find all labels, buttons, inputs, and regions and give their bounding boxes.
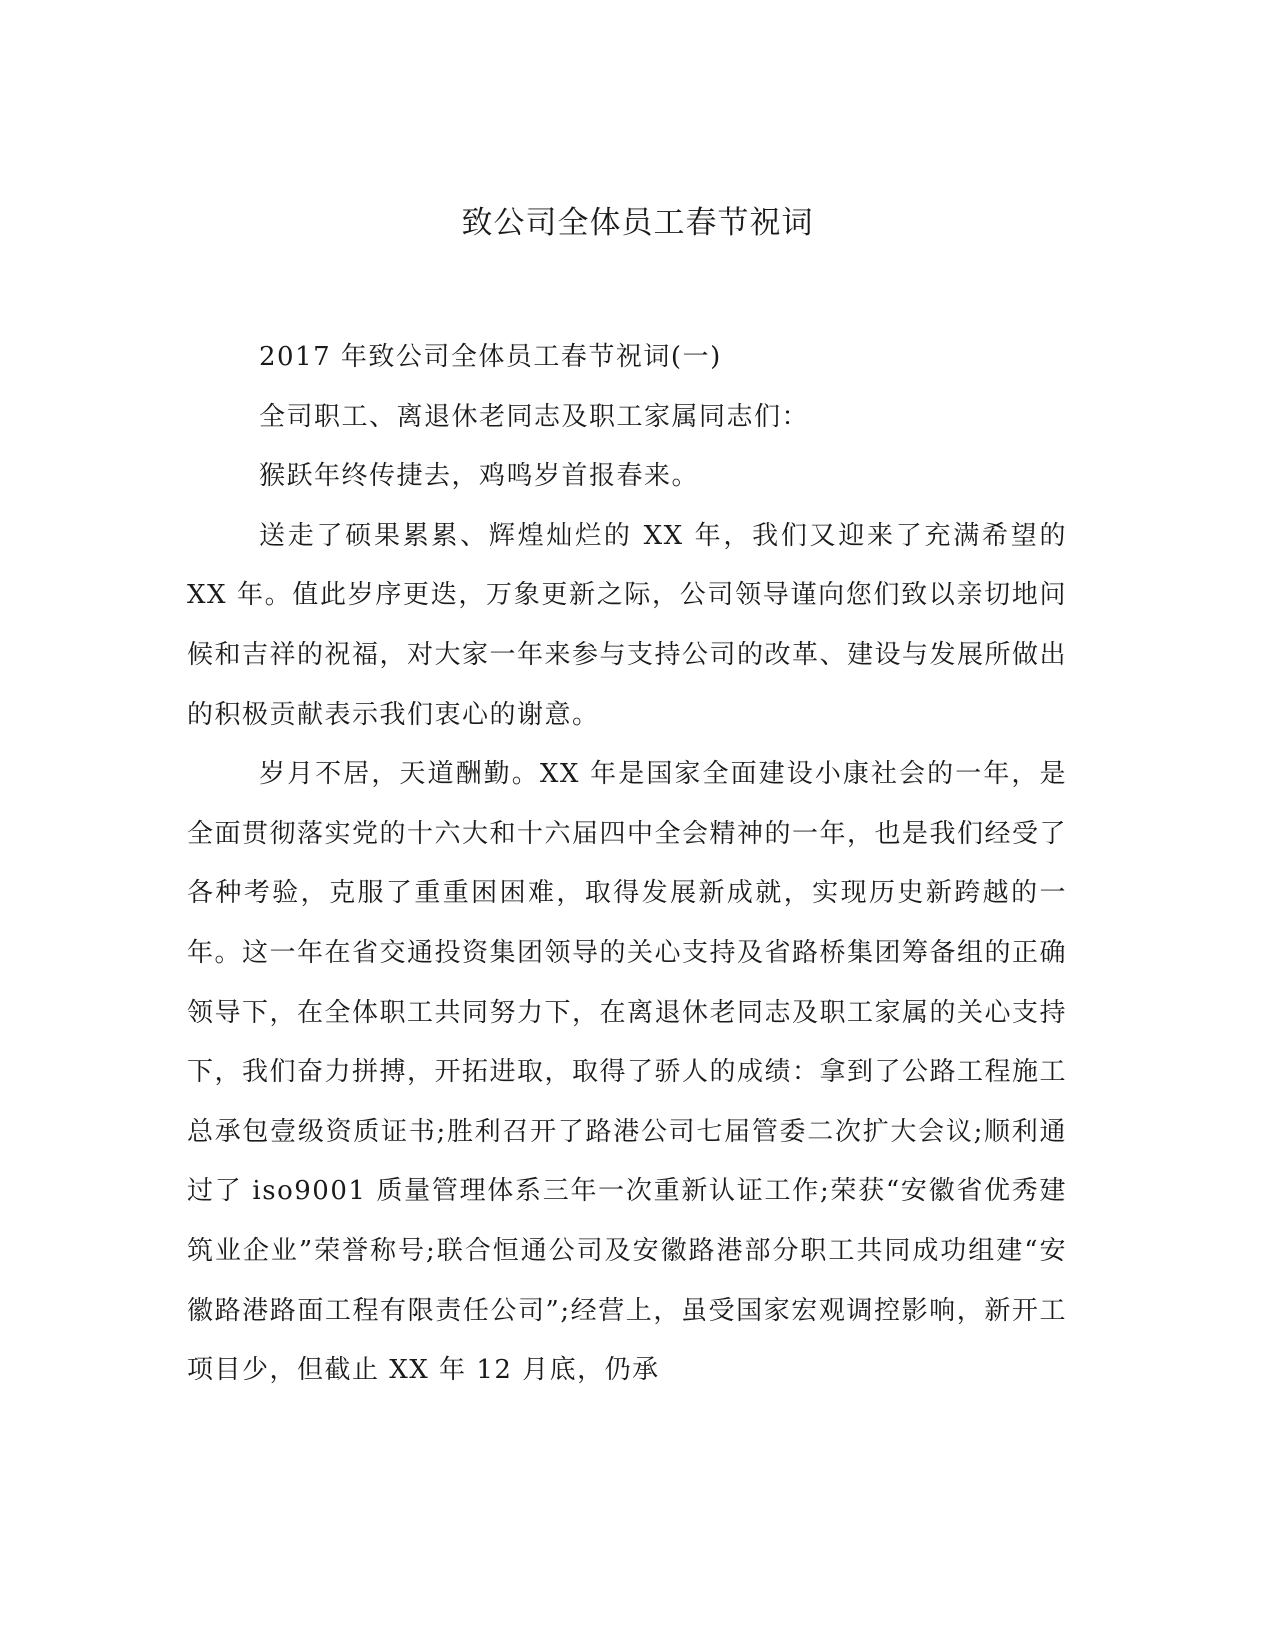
document-title: 致公司全体员工春节祝词 bbox=[461, 205, 814, 241]
paragraph: 送走了硕果累累、辉煌灿烂的 XX 年，我们又迎来了充满希望的 XX 年。值此岁序更迭，万象更新之际，公司领导谨向您们致以亲切地问候和吉祥的祝福，对大家一年来参与支持公司的改革、建设与发展所做出的积极贡献表示我们衷心的谢意。 bbox=[187, 520, 1068, 730]
paragraph: 岁月不居，天道酬勤。XX 年是国家全面建设小康社会的一年，是全面贯彻落实党的十六大和十六届四中全会精神的一年，也是我们经受了各种考验，克服了重重困困难，取得发展新成就，实现历史新跨越的一年。这一年在省交通投资集团领导的关心支持及省路桥集团筹备组的正确领导下，在全体职工共同努力下，在离退休老同志及职工家属的关心支持下，我们奋力拼搏，开拓进取，取得了骄人的成绩：拿到了公路工程施工总承包壹级资质证书;胜利召开了路港公司七届管委二次扩大会议;顺利通过了 iso9001 质量管理体系三年一次重新认证工作;荣获“安徽省优秀建筑业企业”荣誉称号;联合恒通公司及安徽路港部分职工共同成功组建“安徽路港路面工程有限责任公司”;经营上，虽受国家宏观调控影响，新开工项目少，但截止 XX 年 12 月底，仍承 bbox=[187, 759, 1068, 1386]
couplet-line: 猴跃年终传捷去，鸡鸣岁首报春来。 bbox=[259, 461, 700, 492]
document-body bbox=[187, 328, 1067, 1401]
salutation-line: 全司职工、离退休老同志及职工家属同志们： bbox=[259, 401, 810, 432]
subtitle-line: 2017 年致公司全体员工春节祝词(一) bbox=[259, 342, 722, 372]
